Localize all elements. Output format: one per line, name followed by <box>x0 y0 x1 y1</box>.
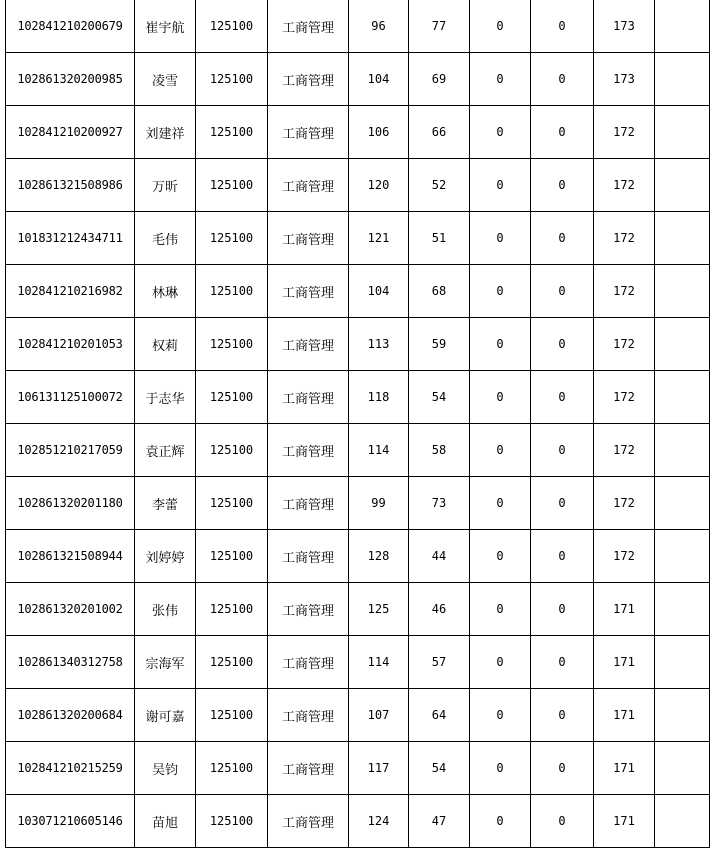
total-score-cell: 172 <box>594 477 655 530</box>
major-name-cell: 工商管理 <box>268 53 349 106</box>
remark-cell <box>655 0 710 53</box>
score-3-cell: 0 <box>470 689 531 742</box>
score-1-cell: 125 <box>349 583 409 636</box>
score-2-cell: 54 <box>409 371 470 424</box>
name-cell: 林琳 <box>135 265 196 318</box>
major-name-cell: 工商管理 <box>268 159 349 212</box>
name-cell: 宗海军 <box>135 636 196 689</box>
score-4-cell: 0 <box>531 0 594 53</box>
score-3-cell: 0 <box>470 742 531 795</box>
score-3-cell: 0 <box>470 212 531 265</box>
major-code-cell: 125100 <box>196 795 268 848</box>
exam-id-cell: 102861321508944 <box>6 530 135 583</box>
score-4-cell: 0 <box>531 424 594 477</box>
name-cell: 李蕾 <box>135 477 196 530</box>
remark-cell <box>655 106 710 159</box>
name-cell: 毛伟 <box>135 212 196 265</box>
score-1-cell: 107 <box>349 689 409 742</box>
name-cell: 吴钧 <box>135 742 196 795</box>
score-3-cell: 0 <box>470 530 531 583</box>
table-body <box>6 0 710 848</box>
table-row <box>6 689 710 742</box>
score-3-cell: 0 <box>470 159 531 212</box>
major-code-cell: 125100 <box>196 742 268 795</box>
score-2-cell: 66 <box>409 106 470 159</box>
score-1-cell: 113 <box>349 318 409 371</box>
remark-cell <box>655 212 710 265</box>
score-3-cell: 0 <box>470 106 531 159</box>
total-score-cell: 172 <box>594 424 655 477</box>
table-row <box>6 795 710 848</box>
table-row <box>6 53 710 106</box>
major-code-cell: 125100 <box>196 212 268 265</box>
score-3-cell: 0 <box>470 53 531 106</box>
score-1-cell: 121 <box>349 212 409 265</box>
name-cell: 崔宇航 <box>135 0 196 53</box>
exam-id-cell: 102841210215259 <box>6 742 135 795</box>
major-code-cell: 125100 <box>196 106 268 159</box>
name-cell: 刘建祥 <box>135 106 196 159</box>
name-cell: 谢可嘉 <box>135 689 196 742</box>
remark-cell <box>655 477 710 530</box>
total-score-cell: 173 <box>594 0 655 53</box>
major-name-cell: 工商管理 <box>268 583 349 636</box>
total-score-cell: 171 <box>594 795 655 848</box>
score-2-cell: 64 <box>409 689 470 742</box>
score-2-cell: 51 <box>409 212 470 265</box>
exam-id-cell: 103071210605146 <box>6 795 135 848</box>
table-row <box>6 583 710 636</box>
major-name-cell: 工商管理 <box>268 636 349 689</box>
score-1-cell: 124 <box>349 795 409 848</box>
table-row <box>6 371 710 424</box>
total-score-cell: 172 <box>594 371 655 424</box>
score-2-cell: 47 <box>409 795 470 848</box>
score-1-cell: 118 <box>349 371 409 424</box>
major-name-cell: 工商管理 <box>268 0 349 53</box>
score-4-cell: 0 <box>531 689 594 742</box>
score-4-cell: 0 <box>531 265 594 318</box>
remark-cell <box>655 371 710 424</box>
exam-id-cell: 102861320200985 <box>6 53 135 106</box>
major-name-cell: 工商管理 <box>268 212 349 265</box>
score-4-cell: 0 <box>531 371 594 424</box>
remark-cell <box>655 742 710 795</box>
score-2-cell: 68 <box>409 265 470 318</box>
exam-id-cell: 102851210217059 <box>6 424 135 477</box>
score-4-cell: 0 <box>531 106 594 159</box>
score-2-cell: 58 <box>409 424 470 477</box>
major-name-cell: 工商管理 <box>268 424 349 477</box>
score-1-cell: 114 <box>349 636 409 689</box>
remark-cell <box>655 265 710 318</box>
total-score-cell: 172 <box>594 159 655 212</box>
exam-id-cell: 106131125100072 <box>6 371 135 424</box>
exam-id-cell: 102841210200679 <box>6 0 135 53</box>
exam-id-cell: 102861320200684 <box>6 689 135 742</box>
major-code-cell: 125100 <box>196 424 268 477</box>
major-code-cell: 125100 <box>196 477 268 530</box>
table-row <box>6 106 710 159</box>
remark-cell <box>655 424 710 477</box>
table-row <box>6 424 710 477</box>
score-1-cell: 120 <box>349 159 409 212</box>
total-score-cell: 172 <box>594 265 655 318</box>
exam-id-cell: 102861321508986 <box>6 159 135 212</box>
remark-cell <box>655 530 710 583</box>
major-name-cell: 工商管理 <box>268 477 349 530</box>
total-score-cell: 172 <box>594 530 655 583</box>
score-3-cell: 0 <box>470 477 531 530</box>
score-table <box>5 0 710 848</box>
name-cell: 张伟 <box>135 583 196 636</box>
table-row <box>6 265 710 318</box>
name-cell: 权莉 <box>135 318 196 371</box>
score-4-cell: 0 <box>531 477 594 530</box>
score-1-cell: 96 <box>349 0 409 53</box>
major-code-cell: 125100 <box>196 583 268 636</box>
table-row <box>6 212 710 265</box>
score-2-cell: 77 <box>409 0 470 53</box>
score-4-cell: 0 <box>531 530 594 583</box>
score-2-cell: 57 <box>409 636 470 689</box>
score-2-cell: 46 <box>409 583 470 636</box>
exam-id-cell: 102861320201180 <box>6 477 135 530</box>
score-2-cell: 54 <box>409 742 470 795</box>
remark-cell <box>655 636 710 689</box>
score-1-cell: 99 <box>349 477 409 530</box>
name-cell: 刘婷婷 <box>135 530 196 583</box>
score-2-cell: 73 <box>409 477 470 530</box>
major-code-cell: 125100 <box>196 318 268 371</box>
score-1-cell: 114 <box>349 424 409 477</box>
table-row <box>6 742 710 795</box>
table-row <box>6 636 710 689</box>
total-score-cell: 172 <box>594 318 655 371</box>
name-cell: 凌雪 <box>135 53 196 106</box>
exam-id-cell: 102841210201053 <box>6 318 135 371</box>
score-4-cell: 0 <box>531 636 594 689</box>
major-code-cell: 125100 <box>196 159 268 212</box>
score-4-cell: 0 <box>531 795 594 848</box>
table-row <box>6 0 710 53</box>
score-4-cell: 0 <box>531 583 594 636</box>
major-name-cell: 工商管理 <box>268 265 349 318</box>
score-1-cell: 106 <box>349 106 409 159</box>
major-name-cell: 工商管理 <box>268 742 349 795</box>
major-code-cell: 125100 <box>196 265 268 318</box>
remark-cell <box>655 795 710 848</box>
table-row <box>6 477 710 530</box>
score-3-cell: 0 <box>470 0 531 53</box>
major-name-cell: 工商管理 <box>268 371 349 424</box>
table-row <box>6 159 710 212</box>
major-name-cell: 工商管理 <box>268 318 349 371</box>
remark-cell <box>655 53 710 106</box>
major-name-cell: 工商管理 <box>268 106 349 159</box>
total-score-cell: 171 <box>594 689 655 742</box>
score-1-cell: 128 <box>349 530 409 583</box>
score-4-cell: 0 <box>531 53 594 106</box>
remark-cell <box>655 689 710 742</box>
score-3-cell: 0 <box>470 583 531 636</box>
score-1-cell: 117 <box>349 742 409 795</box>
score-1-cell: 104 <box>349 265 409 318</box>
score-3-cell: 0 <box>470 371 531 424</box>
total-score-cell: 171 <box>594 583 655 636</box>
score-4-cell: 0 <box>531 159 594 212</box>
total-score-cell: 171 <box>594 636 655 689</box>
exam-id-cell: 102841210216982 <box>6 265 135 318</box>
major-code-cell: 125100 <box>196 530 268 583</box>
name-cell: 万昕 <box>135 159 196 212</box>
remark-cell <box>655 318 710 371</box>
remark-cell <box>655 159 710 212</box>
score-3-cell: 0 <box>470 795 531 848</box>
major-code-cell: 125100 <box>196 689 268 742</box>
exam-id-cell: 102861320201002 <box>6 583 135 636</box>
name-cell: 于志华 <box>135 371 196 424</box>
score-2-cell: 69 <box>409 53 470 106</box>
score-3-cell: 0 <box>470 424 531 477</box>
major-code-cell: 125100 <box>196 636 268 689</box>
exam-id-cell: 101831212434711 <box>6 212 135 265</box>
major-code-cell: 125100 <box>196 0 268 53</box>
major-code-cell: 125100 <box>196 371 268 424</box>
score-3-cell: 0 <box>470 265 531 318</box>
score-1-cell: 104 <box>349 53 409 106</box>
table-row <box>6 318 710 371</box>
total-score-cell: 172 <box>594 212 655 265</box>
name-cell: 苗旭 <box>135 795 196 848</box>
remark-cell <box>655 583 710 636</box>
major-name-cell: 工商管理 <box>268 689 349 742</box>
exam-id-cell: 102841210200927 <box>6 106 135 159</box>
total-score-cell: 173 <box>594 53 655 106</box>
score-3-cell: 0 <box>470 318 531 371</box>
name-cell: 袁正辉 <box>135 424 196 477</box>
score-2-cell: 52 <box>409 159 470 212</box>
major-name-cell: 工商管理 <box>268 795 349 848</box>
score-4-cell: 0 <box>531 212 594 265</box>
major-name-cell: 工商管理 <box>268 530 349 583</box>
total-score-cell: 172 <box>594 106 655 159</box>
score-3-cell: 0 <box>470 636 531 689</box>
table-row <box>6 530 710 583</box>
score-4-cell: 0 <box>531 742 594 795</box>
total-score-cell: 171 <box>594 742 655 795</box>
exam-id-cell: 102861340312758 <box>6 636 135 689</box>
score-2-cell: 44 <box>409 530 470 583</box>
major-code-cell: 125100 <box>196 53 268 106</box>
score-2-cell: 59 <box>409 318 470 371</box>
score-4-cell: 0 <box>531 318 594 371</box>
